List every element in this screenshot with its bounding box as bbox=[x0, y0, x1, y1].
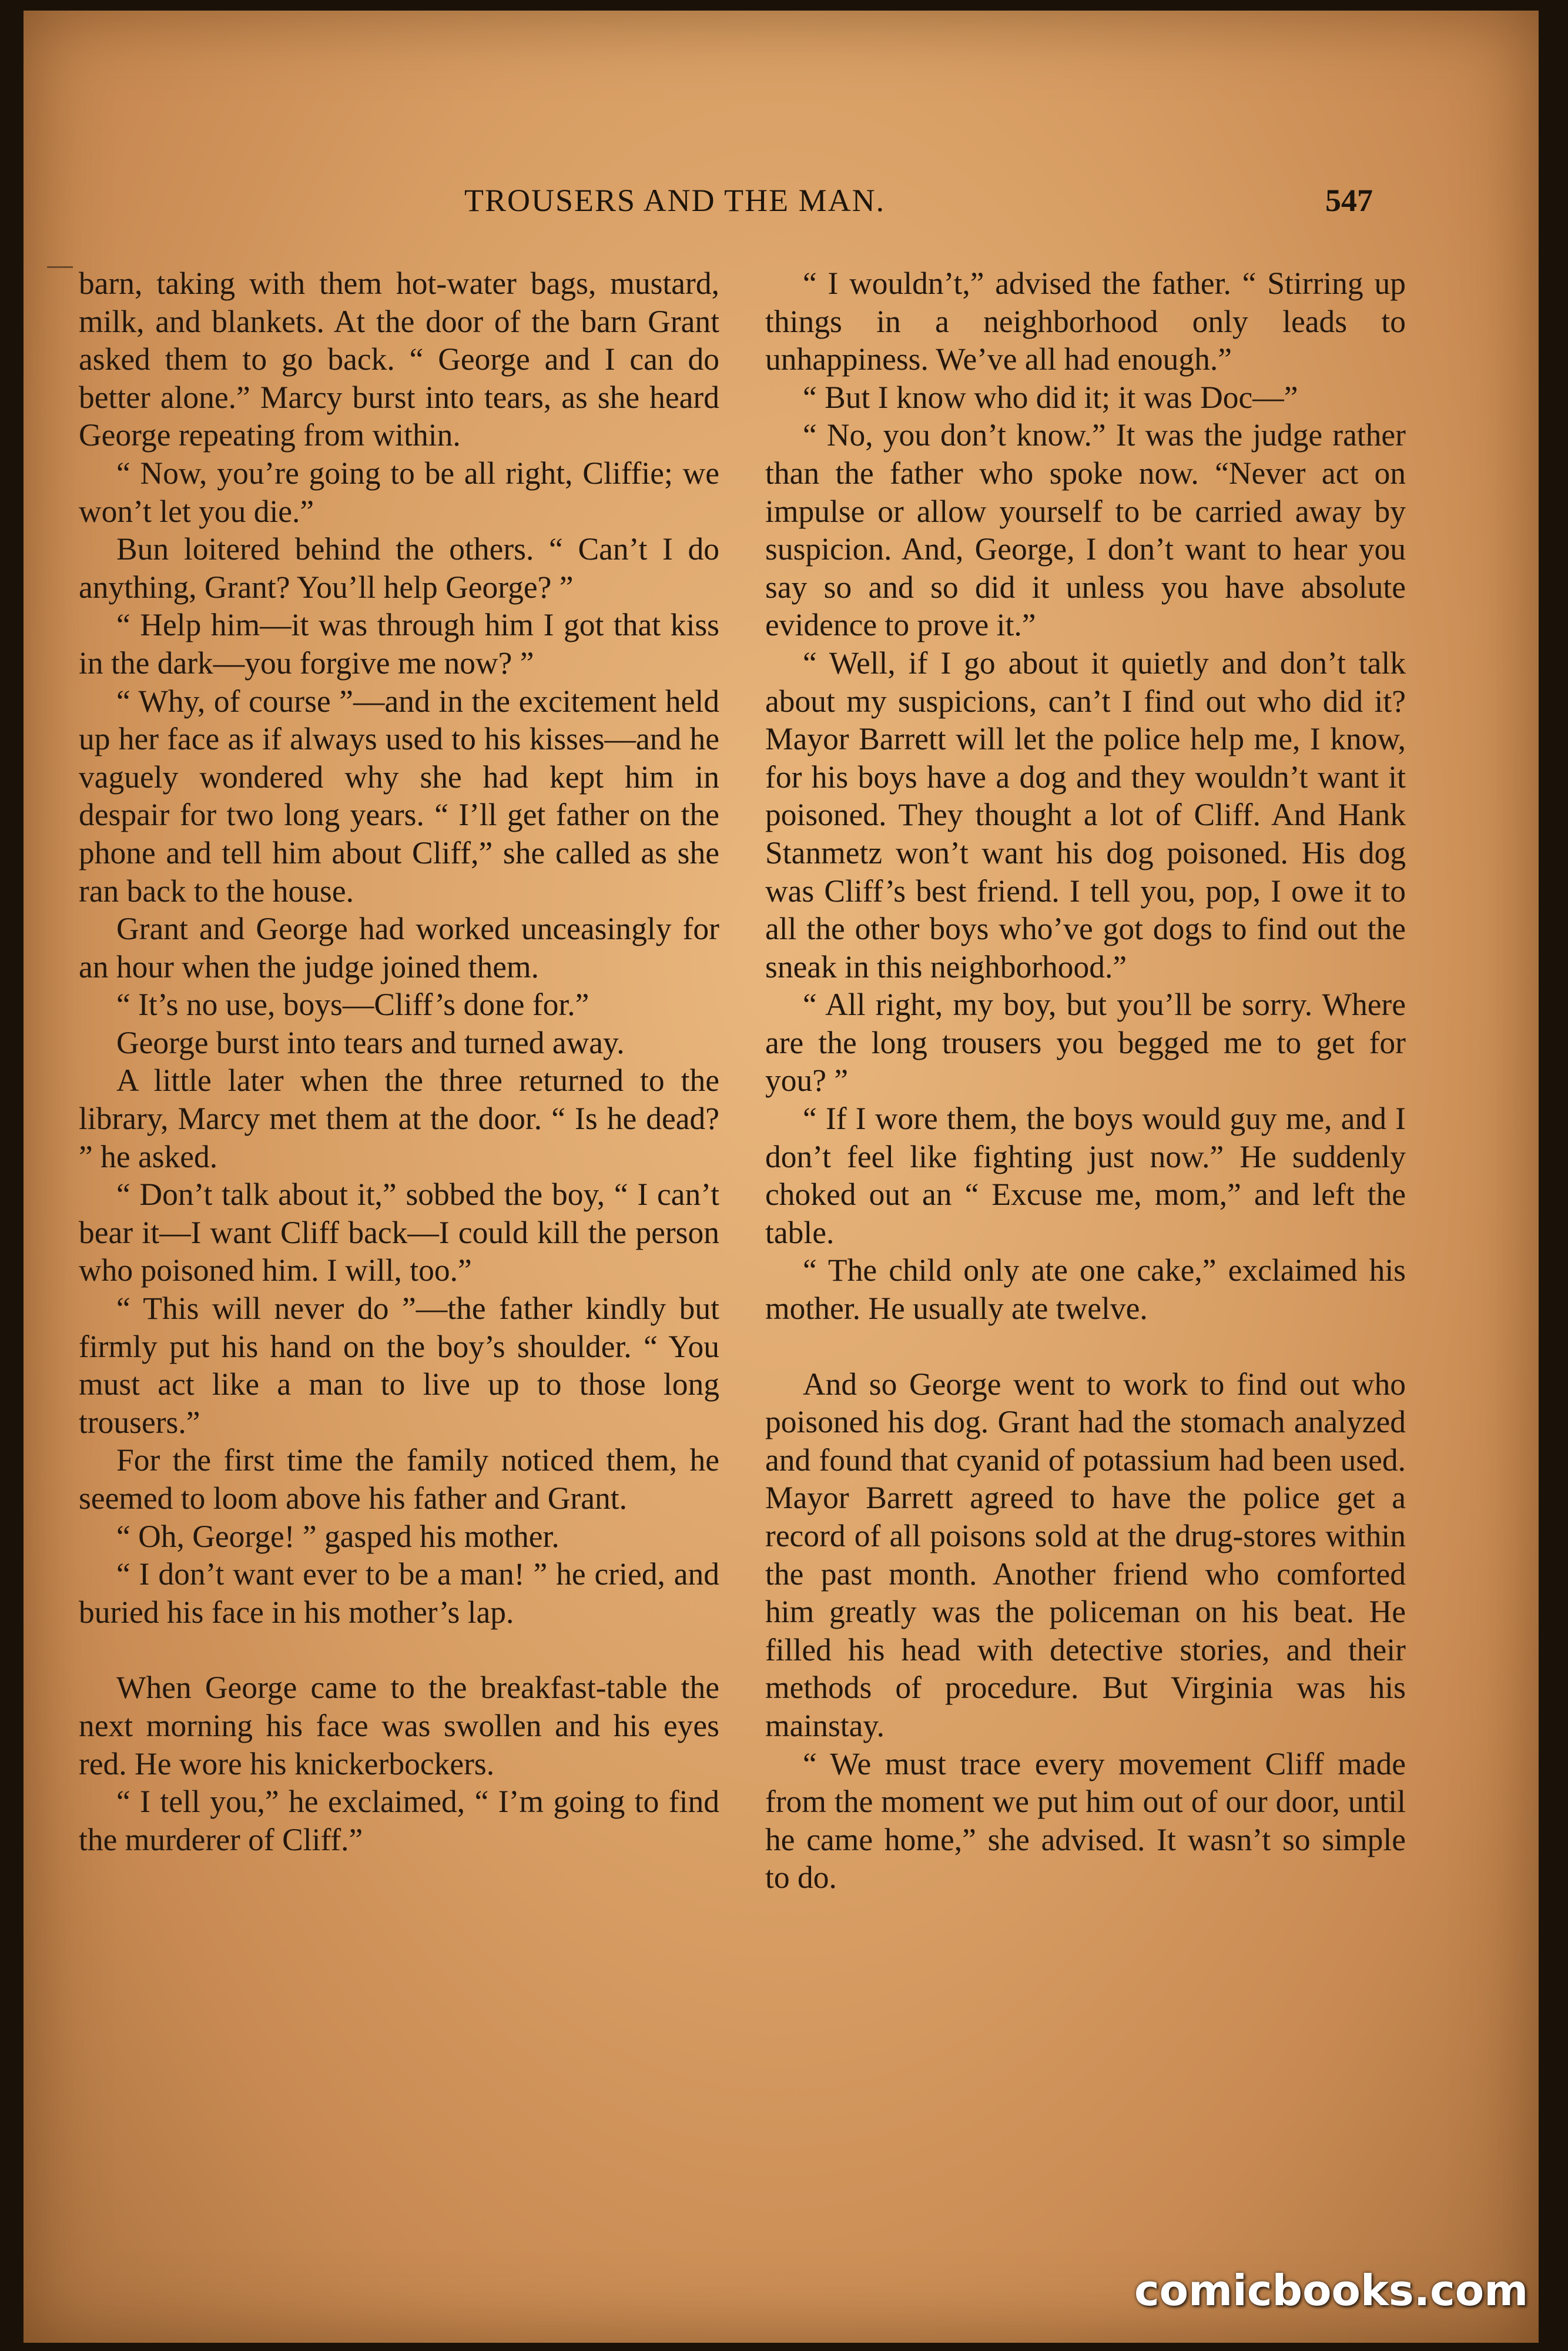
paragraph: “ No, you don’t know.” It was the judge rather than the father who spoke now. “Never act on impulse or allow yourself to be carried away by suspicion. And, George, I don’t want to hear you say so and so did it unless you have absolute evidence to prove it.” bbox=[765, 417, 1406, 643]
paragraph: “ Help him—it was through him I got that kiss in the dark—you forgive me now? ” bbox=[79, 607, 719, 681]
paragraph: “ I wouldn’t,” advised the father. “ Stirring up things in a neighborhood only leads to unhappiness. We’ve all had enough.” bbox=[765, 266, 1406, 377]
paragraph: “ All right, my boy, but you’ll be sorry. Where are the long trousers you begged me to get for you? ” bbox=[765, 987, 1406, 1099]
paragraph: “ Why, of course ”—and in the excitement held up her face as if always used to his kisses—and he vaguely wondered why she had kept him in despair for two long years. “ I’ll get father on the phone and tell him about Cliff,” she called as she ran back to the house. bbox=[79, 683, 719, 909]
page-number: 547 bbox=[1325, 183, 1373, 218]
magazine-page bbox=[24, 11, 1539, 2343]
paragraph: “ Oh, George! ” gasped his mother. bbox=[116, 1518, 559, 1554]
paragraph: “ Well, if I go about it quietly and don’t talk about my suspicions, can’t I find out who did it? Mayor Barrett will let the police help me, I know, for his boys have a dog and they wouldn’t want it poisoned. They thought a lot of Cliff. And Hank Stanmetz won’t want his dog poisoned. His dog was Cliff’s best friend. I tell you, pop, I owe it to all the other boys who’ve got dogs to find out the sneak in this neighborhood.” bbox=[765, 645, 1406, 984]
paragraph: A little later when the three returned to the library, Marcy met them at the door. “ Is he dead? ” he asked. bbox=[79, 1063, 719, 1174]
left-column bbox=[79, 264, 719, 1858]
paragraph: “ If I wore them, the boys would guy me, and I don’t feel like fighting just now.” He suddenly choked out an “ Excuse me, mom,” and left the table. bbox=[765, 1101, 1406, 1250]
running-title: TROUSERS AND THE MAN. bbox=[464, 183, 886, 218]
paragraph: For the first time the family noticed them, he seemed to loom above his father and Grant. bbox=[79, 1442, 719, 1516]
site-watermark: comicbooks.com bbox=[1134, 2266, 1529, 2315]
paragraph: “ I don’t want ever to be a man! ” he cried, and buried his face in his mother’s lap. bbox=[79, 1556, 719, 1630]
paragraph: George burst into tears and turned away. bbox=[116, 1024, 625, 1060]
paragraph: “ It’s no use, boys—Cliff’s done for.” bbox=[116, 987, 589, 1023]
paragraph: Grant and George had worked unceasingly for an hour when the judge joined them. bbox=[79, 911, 719, 984]
paragraph: “ I tell you,” he exclaimed, “ I’m going to find the murderer of Cliff.” bbox=[79, 1784, 719, 1857]
page-header bbox=[24, 182, 1539, 229]
margin-dash bbox=[47, 266, 73, 268]
paragraph: “ We must trace every movement Cliff made from the moment we put him out of our door, until he came home,” she advised. It wasn’t so simple to do. bbox=[765, 1746, 1406, 1895]
paragraph: barn, taking with them hot-water bags, mustard, milk, and blankets. At the door of the barn Grant asked them to go back. “ George and I can do better alone.” Marcy burst into tears, as she heard George repeating from within. bbox=[79, 266, 719, 453]
paragraph: When George came to the breakfast-table the next morning his face was swollen and his eyes red. He wore his knickerbockers. bbox=[79, 1670, 719, 1781]
paragraph: “ Now, you’re going to be all right, Cliffie; we won’t let you die.” bbox=[79, 455, 719, 529]
paragraph: “ This will never do ”—the father kindly but firmly put his hand on the boy’s shoulder. “ You must act like a man to live up to those long trousers.” bbox=[79, 1291, 719, 1440]
paragraph: And so George went to work to find out who poisoned his dog. Grant had the stomach analyzed and found that cyanid of potassium had been used. Mayor Barrett agreed to have the police get a record of all poisons sold at the drug-stores within the past month. Another friend who comforted him greatly was the policeman on his beat. He filled his head with detective stories, and their methods of procedure. But Virginia was his mainstay. bbox=[765, 1366, 1406, 1743]
paragraph: “ But I know who did it; it was Doc—” bbox=[803, 379, 1298, 415]
paragraph: “ Don’t talk about it,” sobbed the boy, “ I can’t bear it—I want Cliff back—I could kill the person who poisoned him. I will, too.” bbox=[79, 1177, 719, 1288]
paragraph: Bun loitered behind the others. “ Can’t I do anything, Grant? You’ll help George? ” bbox=[79, 531, 719, 605]
paragraph: “ The child only ate one cake,” exclaimed his mother. He usually ate twelve. bbox=[765, 1252, 1406, 1327]
right-column bbox=[765, 264, 1406, 1897]
